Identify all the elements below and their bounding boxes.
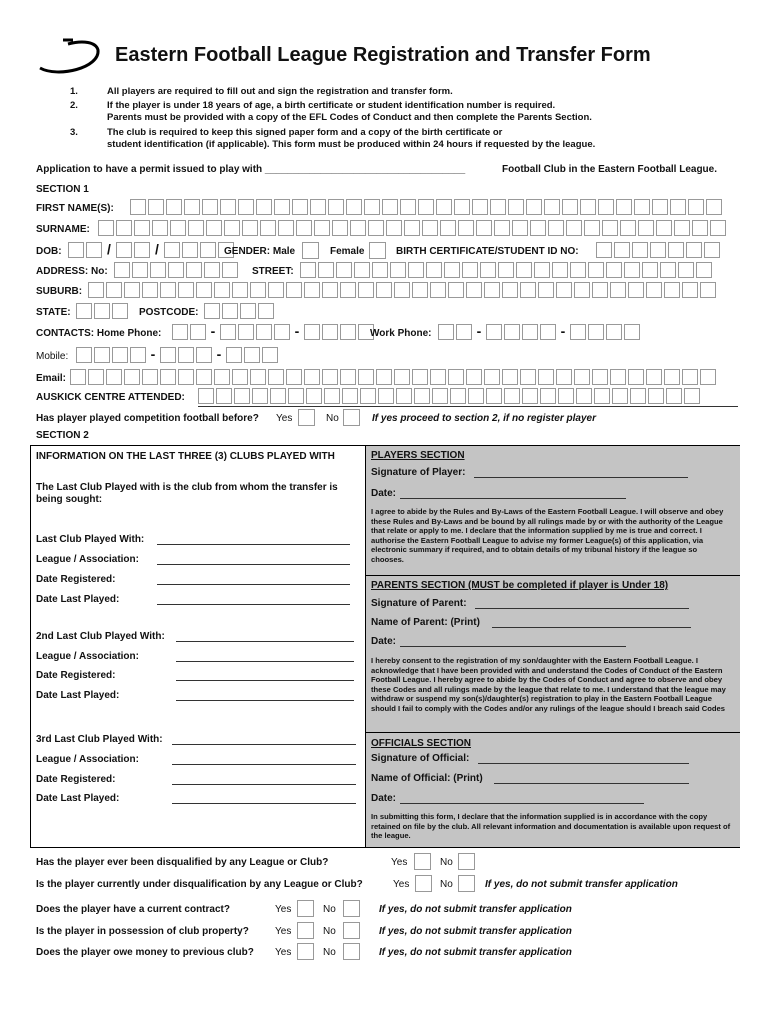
divider-parents [365,575,740,576]
birth-cert-label: BIRTH CERTIFICATE/STUDENT ID NO: [396,246,579,257]
q4-note: If yes, do not submit transfer application [379,926,572,937]
club3-registered-label: Date Registered: [36,774,116,785]
club2-last-played-line[interactable] [176,700,354,701]
q1-no-label: No [440,857,453,868]
q2-note: If yes, do not submit transfer application [485,879,678,890]
q4-no-checkbox[interactable] [343,922,360,939]
q2-yes-checkbox[interactable] [415,875,432,892]
club2-registered-label: Date Registered: [36,670,116,681]
played-before-question: Has player played competition football before? [36,413,259,424]
first-names-label: FIRST NAME(S): [36,203,114,214]
section2-heading: SECTION 2 [36,430,89,441]
q2-yes-label: Yes [393,879,410,890]
page-title: Eastern Football League Registration and Transfer Form [115,44,651,66]
gender-male-label: GENDER: Male [224,246,296,257]
official-name-line[interactable] [494,783,689,784]
email-boxes[interactable] [70,369,718,385]
postcode-boxes[interactable] [204,303,276,319]
q5-note: If yes, do not submit transfer application [379,947,572,958]
club1-registered-label: Date Registered: [36,574,116,585]
address-no-label: ADDRESS: No: [36,266,108,277]
parent-name-line[interactable] [492,627,691,628]
suburb-label: SUBURB: [36,286,83,297]
official-signature-label: Signature of Official: [371,753,470,764]
player-date-label: Date: [371,488,397,499]
parent-name-label: Name of Parent: (Print) [371,617,480,628]
official-statement: In submitting this form, I declare that the information supplied is in accordance with the copy retained on file by the club. All relevant information and documentation is available upon request of the league. [371,812,731,841]
instruction-2b: Parents must be provided with a copy of the EFL Codes of Conduct and then complete the Parents Section. [107,112,592,123]
parent-signature-line[interactable] [475,608,689,609]
club1-last-played-label: Date Last Played: [36,594,120,605]
q1-yes-label: Yes [391,857,408,868]
played-before-yes-label: Yes [276,413,293,424]
club3-line[interactable] [172,744,356,745]
q3-note: If yes, do not submit transfer application [379,904,572,915]
divider-officials [365,732,740,733]
first-names-boxes[interactable] [130,199,724,215]
efl-swoosh-logo-icon [38,38,108,78]
q4-yes-checkbox[interactable] [297,922,314,939]
q4-yes-label: Yes [275,926,292,937]
parent-statement: I hereby consent to the registration of my son/daughter with the Eastern Football League. I acknowledge that I have been provided with and understand the Codes of Conduct of the Eastern Football League. I hereby agree to abide by the Codes of Conduct and agree to observe and obey these Codes and all rulings made by the league that relate to me. I understand that the league may withdraw or suspend my son(s)/daughter(s) registration to play in the Eastern Football League should I fail to comply with the Codes and/or any rulings of the league should I breach said Codes [371,656,726,713]
birth-cert-boxes[interactable] [596,242,722,258]
question-disqualified-current: Is the player currently under disqualification by any League or Club? [36,879,363,890]
q3-no-checkbox[interactable] [343,900,360,917]
player-signature-line[interactable] [474,477,688,478]
club1-league-label: League / Association: [36,554,139,565]
gender-male-checkbox[interactable] [302,242,319,259]
question-contract: Does the player have a current contract? [36,904,230,915]
official-signature-line[interactable] [478,763,689,764]
state-label: STATE: [36,307,71,318]
clubs-info-heading: INFORMATION ON THE LAST THREE (3) CLUBS PLAYED WITH [36,451,335,462]
club3-league-label: League / Association: [36,754,139,765]
official-date-line[interactable] [400,803,644,804]
club1-league-line[interactable] [157,564,350,565]
parents-section-heading: PARENTS SECTION (MUST be completed if player is Under 18) [371,580,669,591]
club2-registered-line[interactable] [176,680,354,681]
club2-last-played-label: Date Last Played: [36,690,120,701]
club3-registered-line[interactable] [172,784,356,785]
instruction-2: If the player is under 18 years of age, a birth certificate or student identification number is required. [107,100,556,111]
club1-line[interactable] [157,544,350,545]
email-label: Email: [36,373,67,384]
instruction-3b: student identification (if applicable). This form must be produced within 24 hours if requested by the league. [107,139,596,150]
q5-no-checkbox[interactable] [343,943,360,960]
question-owe-money: Does the player owe money to previous club? [36,947,254,958]
officials-section-heading: OFFICIALS SECTION [371,738,471,749]
postcode-label: POSTCODE: [139,307,199,318]
street-label: STREET: [252,266,294,277]
work-phone-boxes[interactable]: - - [438,324,642,340]
q5-yes-label: Yes [275,947,292,958]
club3-last-played-line[interactable] [172,803,356,804]
q4-no-label: No [323,926,336,937]
q2-no-checkbox[interactable] [458,875,475,892]
section1-heading: SECTION 1 [36,184,89,195]
instruction-num-2: 2. [70,100,78,111]
player-statement: I agree to abide by the Rules and By-Laws of the Eastern Football League. I will observe and obey these Rules and By-Laws and be bound by all rulings made by or with the authority of the League that relate or apply to me. I declare that the information supplied by me is true and correct. I authorise the Eastern Football League to advise my former League(s) of this application, via electronic summary if required, and to obtain details of my tribunal history if the league so chooses. [371,507,724,564]
club3-label: 3rd Last Club Played With: [36,734,163,745]
club2-league-line[interactable] [176,661,354,662]
parent-date-label: Date: [371,636,397,647]
home-phone-boxes[interactable]: - - [172,324,376,340]
address-no-boxes[interactable] [114,262,240,278]
club2-label: 2nd Last Club Played With: [36,631,165,642]
surname-label: SURNAME: [36,224,90,235]
player-date-line[interactable] [400,498,626,499]
auskick-label: AUSKICK CENTRE ATTENDED: [36,392,185,403]
suburb-boxes[interactable] [88,282,718,298]
club3-league-line[interactable] [172,764,356,765]
work-phone-label: Work Phone: [370,328,432,339]
state-boxes[interactable] [76,303,130,319]
instruction-3: The club is required to keep this signed paper form and a copy of the birth certificate or [107,127,503,138]
dob-label: DOB: [36,246,62,257]
q5-yes-checkbox[interactable] [297,943,314,960]
player-signature-label: Signature of Player: [371,467,466,478]
auskick-underline [198,406,738,407]
application-suffix: Football Club in the Eastern Football League. [502,164,718,175]
played-before-note: If yes proceed to section 2, if no register player [372,413,596,424]
club1-label: Last Club Played With: [36,534,145,545]
club1-last-played-line[interactable] [157,604,350,605]
parent-date-line[interactable] [400,646,626,647]
surname-boxes[interactable] [98,220,728,236]
club1-registered-line[interactable] [157,584,350,585]
mobile-label: Mobile: [36,351,69,362]
gender-female-checkbox[interactable] [369,242,386,259]
official-date-label: Date: [371,793,397,804]
question-disqualified-ever: Has the player ever been disqualified by any League or Club? [36,857,329,868]
q5-no-label: No [323,947,336,958]
instruction-num-1: 1. [70,86,78,97]
played-before-yes-checkbox[interactable] [298,409,315,426]
q1-yes-checkbox[interactable] [414,853,431,870]
q3-yes-label: Yes [275,904,292,915]
gender-female-label: Female [330,246,365,257]
question-club-property: Is the player in possession of club property? [36,926,249,937]
club3-last-played-label: Date Last Played: [36,793,120,804]
club2-league-label: League / Association: [36,651,139,662]
dob-boxes[interactable]: / / [68,242,236,258]
mobile-boxes[interactable]: - - [76,347,280,363]
clubs-info-text: The Last Club Played with is the club from whom the transfer is being sought: [36,482,338,505]
parent-signature-label: Signature of Parent: [371,598,467,609]
club2-line[interactable] [176,641,354,642]
application-prefix: Application to have a permit issued to play with ____________________________________ [36,164,466,175]
played-before-no-label: No [326,413,339,424]
instruction-1: All players are required to fill out and sign the registration and transfer form. [107,86,453,97]
players-section-heading: PLAYERS SECTION [371,450,465,461]
home-phone-label: CONTACTS: Home Phone: [36,328,162,339]
q3-no-label: No [323,904,336,915]
played-before-no-checkbox[interactable] [343,409,360,426]
official-name-label: Name of Official: (Print) [371,773,483,784]
auskick-boxes[interactable] [198,388,702,404]
instruction-num-3: 3. [70,127,78,138]
q1-no-checkbox[interactable] [458,853,475,870]
q3-yes-checkbox[interactable] [297,900,314,917]
street-boxes[interactable] [300,262,714,278]
q2-no-label: No [440,879,453,890]
